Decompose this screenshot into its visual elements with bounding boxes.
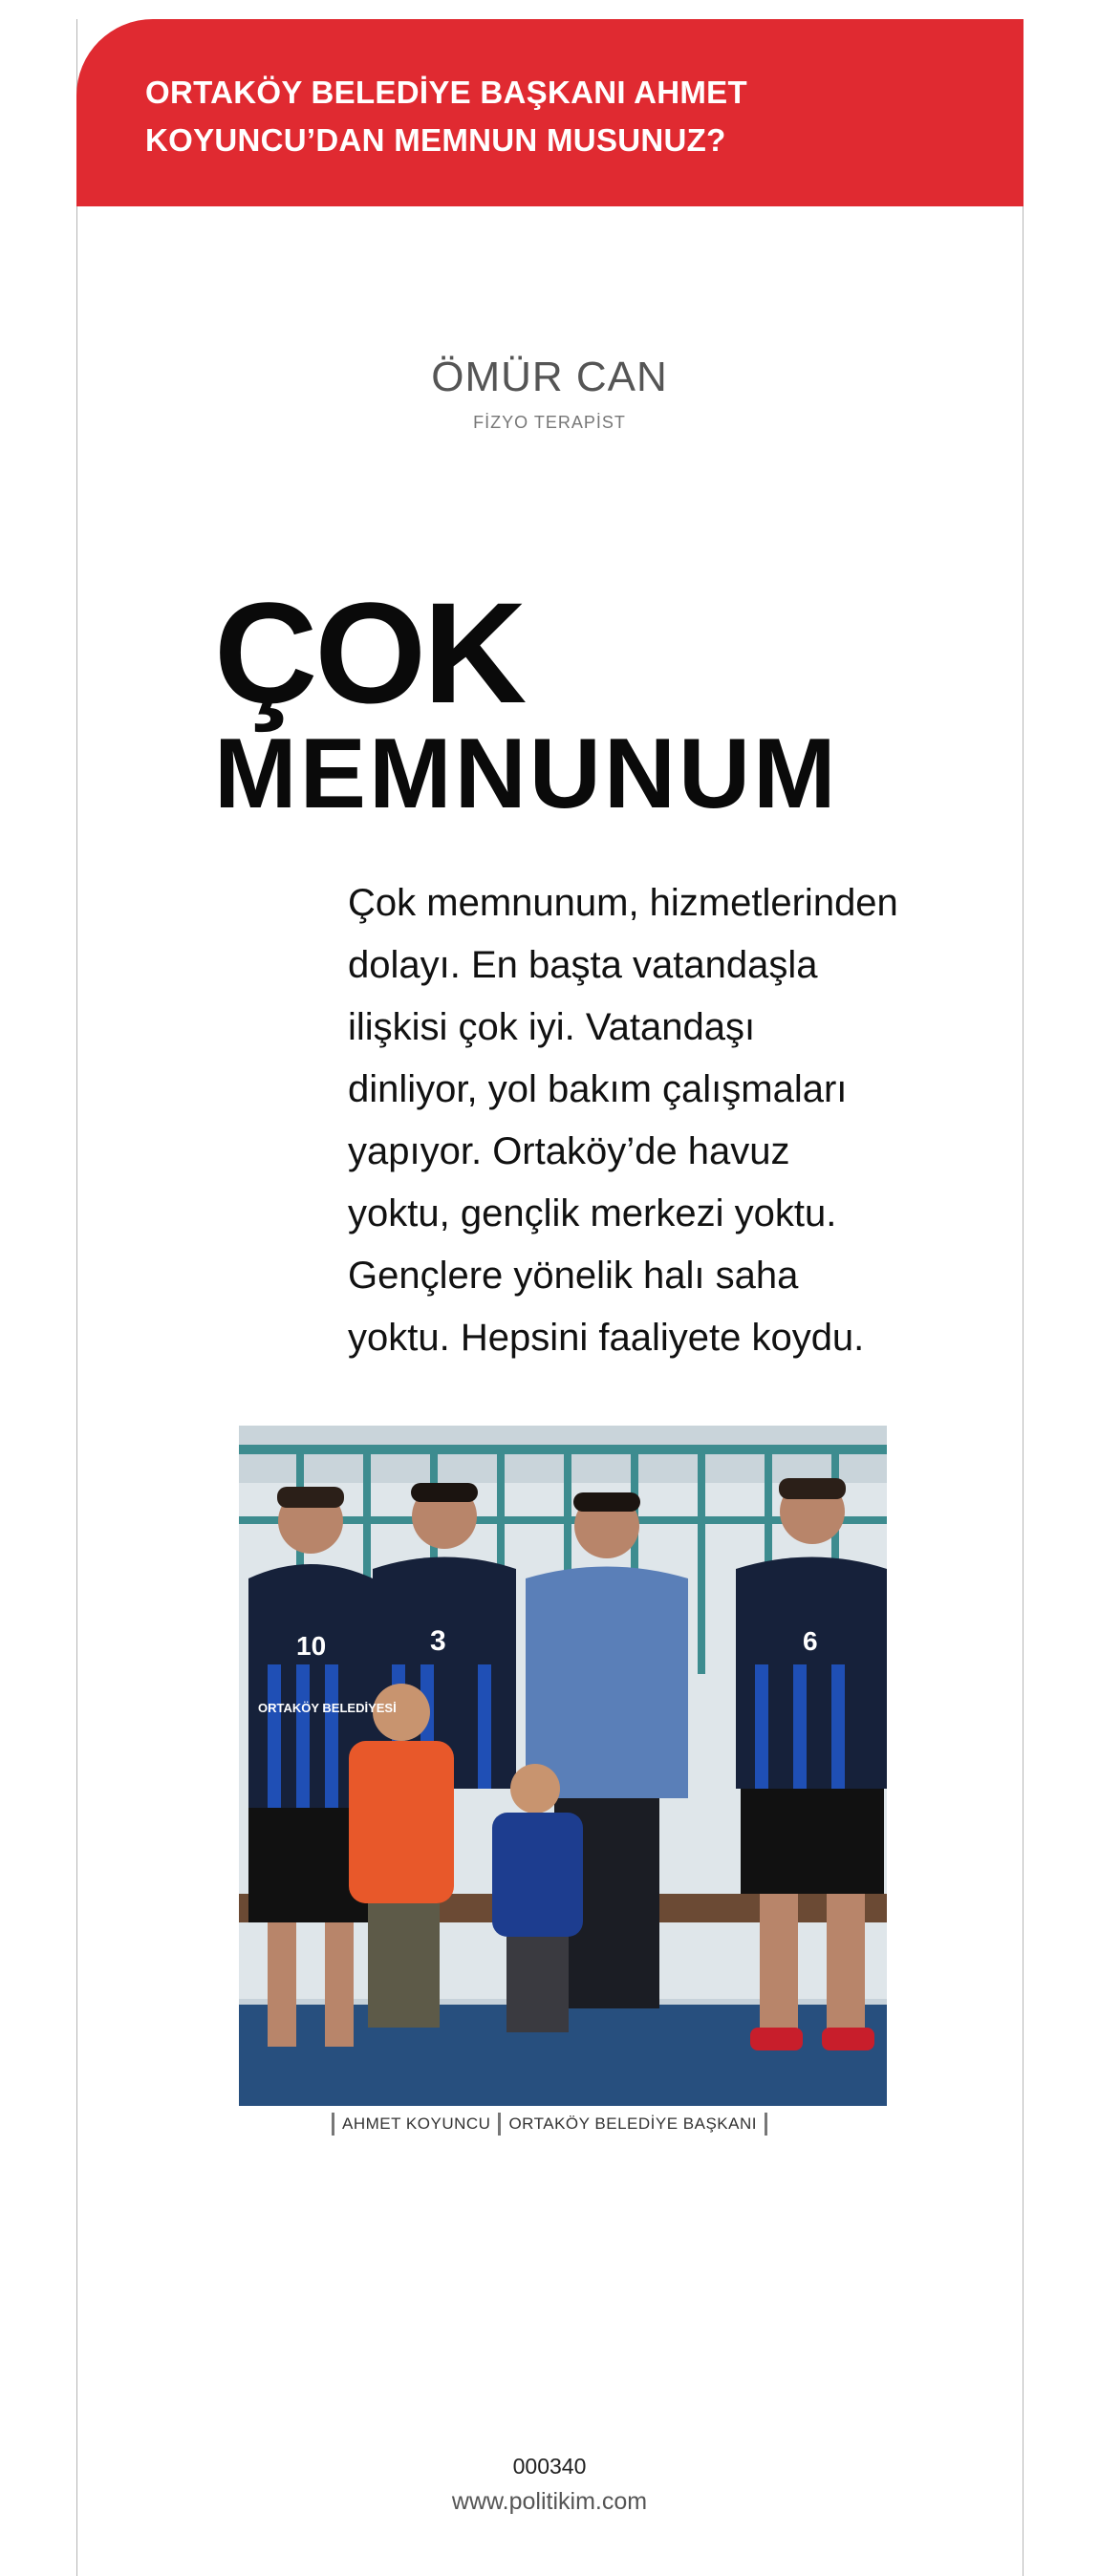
headline-line-1: ÇOK xyxy=(214,572,525,733)
headline-line-2: MEMNUNUM xyxy=(214,719,839,829)
quote-line: Çok memnunum, hizmetlerinden xyxy=(348,882,898,924)
caption-divider xyxy=(765,2113,767,2136)
quote-body xyxy=(348,872,921,1369)
page-code: 000340 xyxy=(512,2454,587,2479)
photo-caption xyxy=(0,2113,1099,2136)
team-photo xyxy=(239,1426,887,2106)
person-name: ÖMÜR CAN xyxy=(431,354,668,400)
person-role: FİZYO TERAPİST xyxy=(473,413,626,432)
caption-divider xyxy=(332,2113,334,2136)
banner-title xyxy=(145,69,986,164)
jersey-text: ORTAKÖY BELEDİYESİ xyxy=(258,1701,397,1715)
quote-line: yoktu, gençlik merkezi yoktu. xyxy=(348,1192,837,1234)
jersey-number: 3 xyxy=(430,1625,446,1657)
quote-line: dinliyor, yol bakım çalışmaları xyxy=(348,1068,848,1110)
jersey-number: 6 xyxy=(803,1626,818,1656)
website-link[interactable]: www.politikim.com xyxy=(451,2488,648,2515)
banner-title-line-2: KOYUNCU’DAN MEMNUN MUSUNUZ? xyxy=(145,122,726,158)
quote-line: yapıyor. Ortaköy’de havuz xyxy=(348,1130,790,1172)
quote-line: ilişkisi çok iyi. Vatandaşı xyxy=(348,1006,756,1048)
quote-line: dolayı. En başta vatandaşla xyxy=(348,944,818,986)
caption-title: ORTAKÖY BELEDİYE BAŞKANI xyxy=(508,2114,757,2133)
quote-line: Gençlere yönelik halı saha xyxy=(348,1255,799,1297)
quote-line: yoktu. Hepsini faaliyete koydu. xyxy=(348,1317,865,1359)
caption-divider xyxy=(498,2113,501,2136)
banner-title-line-1: ORTAKÖY BELEDİYE BAŞKANI AHMET xyxy=(145,75,747,110)
jersey-number: 10 xyxy=(296,1631,327,1661)
caption-name: AHMET KOYUNCU xyxy=(342,2114,491,2133)
